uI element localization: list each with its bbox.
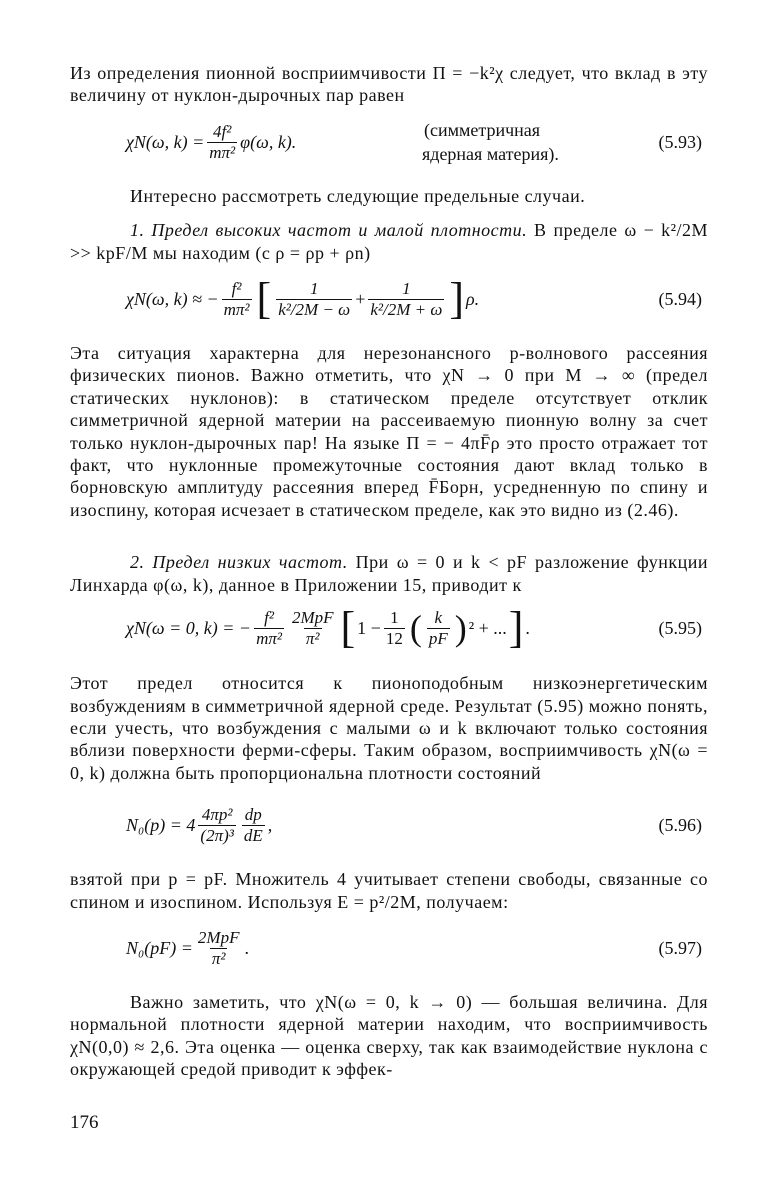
equation-number: (5.94) <box>658 288 702 309</box>
case2-title: 2. Предел низких частот. <box>130 552 348 573</box>
equation-number: (5.95) <box>658 617 702 638</box>
paragraph-3: взятой при p = pF. Множитель 4 учитывает степени свободы, связанные со спином и изоспином. Используя E = p²/2M, получаем: <box>70 869 708 912</box>
equation-number: (5.97) <box>658 938 702 959</box>
equation-5-93: χN(ω, k) = $\frac{\text{4f²}}{\text{mπ²}}$ φ(ω, k). (симметричная ядерная материя). (5.93) <box>126 119 702 164</box>
equation-number: (5.96) <box>658 814 702 835</box>
paragraph-4: Важно заметить, что χN(ω = 0, k → 0) — большая величина. Для нормальной плотности ядерной материи находим, что восприимчивость χN(0,0) ≈ 2,6. Эта оценка — оценка сверху, так как взаимодействие нуклона с окружающей средой приводит к эффек- <box>70 991 708 1080</box>
case1-title: 1. Предел высоких частот и малой плотности. <box>130 220 528 241</box>
case2-text: При ω = 0 и k < pF разложение функции Линхарда φ(ω, k), данное в Приложении 15, приводит к <box>70 552 708 595</box>
paragraph-2: Этот предел относится к пионоподобным низкоэнергетическим возбуждениям в симметричной ядерной среде. Результат (5.95) можно понять, если учесть, что возбуждения с малыми ω и k включают только состояния вблизи поверхности ферми-сферы. Таким образом, восприимчивость χN(ω = 0, k) должна быть пропорциональна плотности состояний <box>70 673 708 783</box>
equation-5-97: N₀(pF) = $\frac{\text{2MpF}}{\text{π²}}$ . (5.97) <box>126 928 702 969</box>
case2-paragraph <box>70 551 708 596</box>
equation-5-95: χN(ω = 0, k) = − $\frac{\text{f²}}{\text{mπ²}}$ $\frac{\text{2MpF}}{\text{π²}}$ [ 1 − $\frac{1}{12}$ ( $\frac{k}{pF}$ ) ² + ... ] . (5.95) <box>126 603 702 653</box>
case1-paragraph <box>70 219 708 264</box>
equation-5-96: N₀(p) = 4 $\frac{\text{4πp²}}{\text{(2π)³}}$ $\frac{dp}{dE}$ , (5.96) <box>126 804 702 845</box>
equation-5-94: χN(ω, k) ≈ − $\frac{\text{f²}}{\text{mπ²}}$ [ $\frac{1}{\text{k²/2M − ω}}$ + $\frac{1}{\text{k²/2M + ω}}$ ] ρ. (5.94) <box>126 274 702 324</box>
page-number: 176 <box>70 1112 99 1133</box>
intro-paragraph: Из определения пионной восприимчивости Π = −k²χ следует, что вклад в эту величину от нуклон-дырочных пар равен <box>70 63 708 106</box>
limits-intro: Интересно рассмотреть следующие предельные случаи. <box>130 185 586 206</box>
equation-number: (5.93) <box>658 132 702 153</box>
page-body <box>70 62 708 1081</box>
case1-text: В пределе ω − k²/2M >> kpF/M мы находим (с ρ = ρp + ρn) <box>70 220 709 263</box>
paragraph-1: Эта ситуация характерна для нерезонансного p-волнового рассеяния физических пионов. Важно отметить, что χN → 0 при M → ∞ (предел статических нуклонов): в статическом пределе отсутствует отклик симметричной ядерной материи на рассеиваемую пионную волну за счет только нуклон-дырочных пар! На языке Π = − 4πF̄ρ это просто отражает тот факт, что нуклонные промежуточные состояния дают вклад только в борновскую амплитуду рассеяния вперед F̄Борн, усредненную по спину и изоспину, которая исчезает в статическом пределе, как это видно из (2.46). <box>70 343 708 520</box>
